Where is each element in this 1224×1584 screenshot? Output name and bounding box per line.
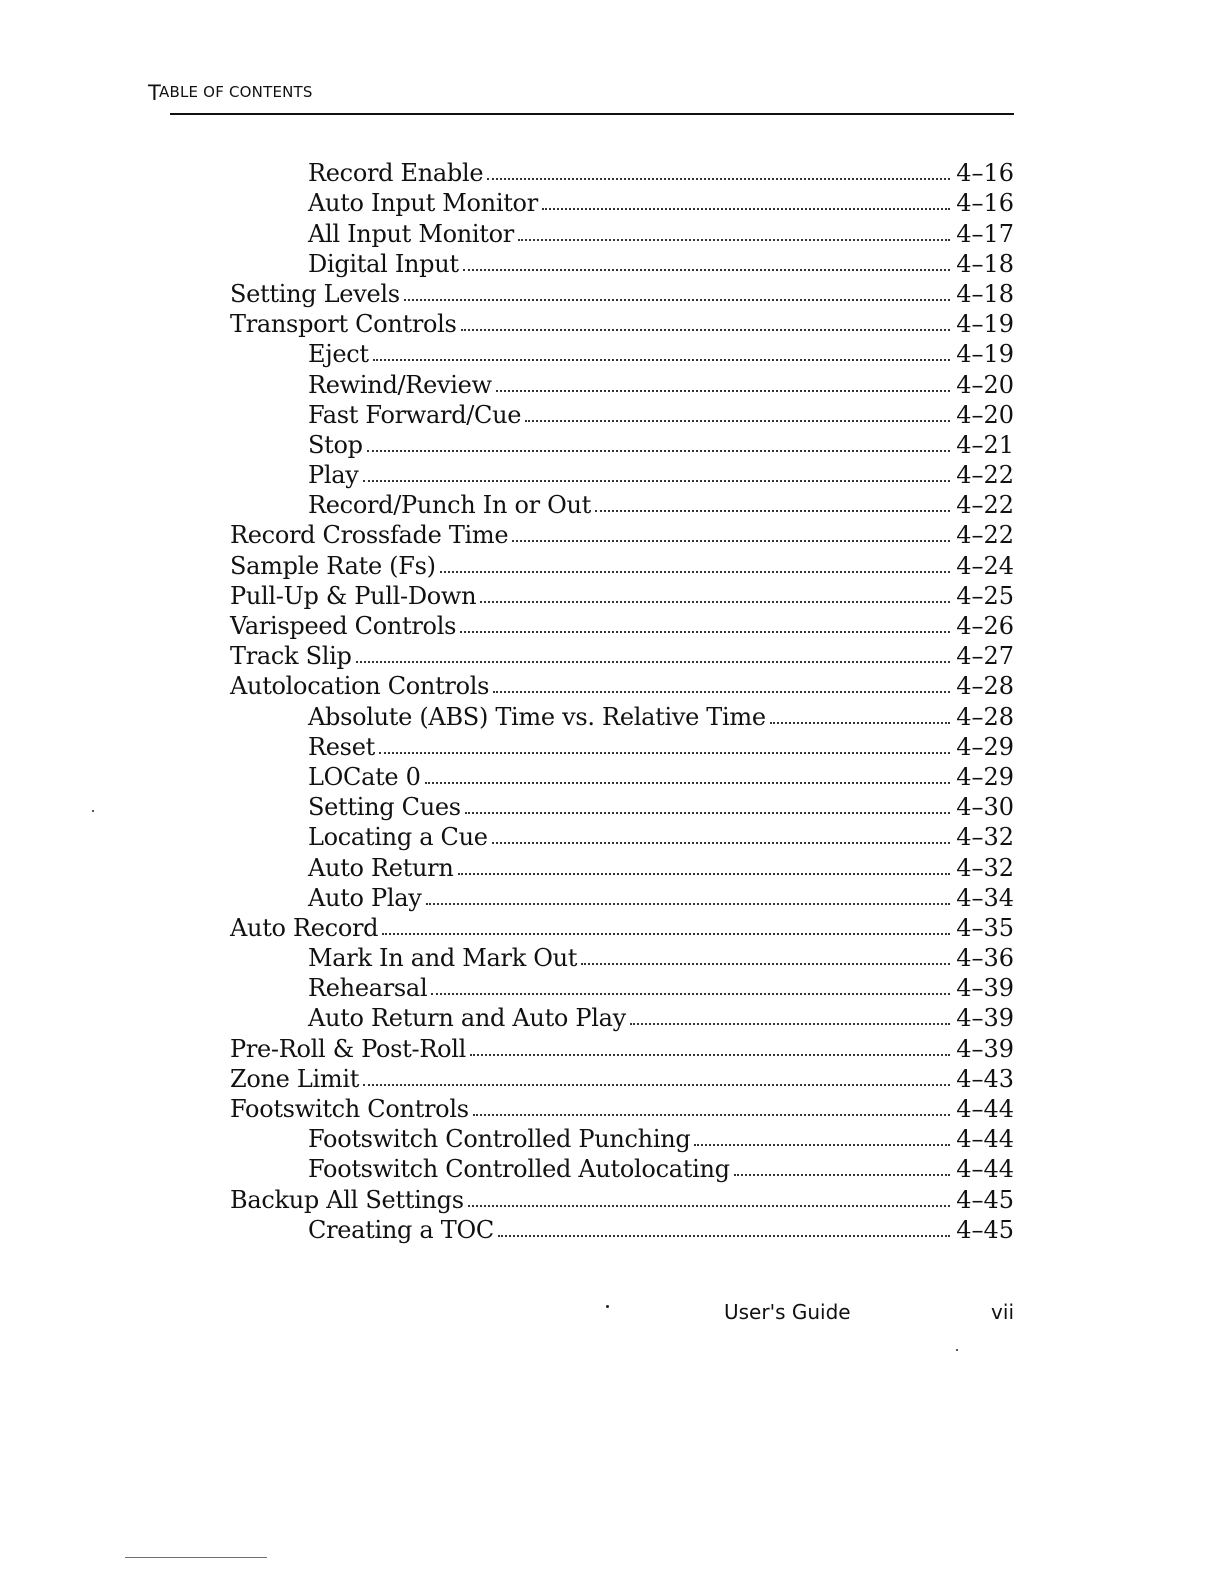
toc-entry-title: Backup All Settings bbox=[230, 1185, 464, 1214]
toc-entry-page: 4–36 bbox=[956, 944, 1014, 973]
toc-entry-title: Sample Rate (Fs) bbox=[230, 551, 436, 580]
toc-entry bbox=[230, 550, 1014, 580]
toc-entry-page: 4–25 bbox=[956, 581, 1014, 610]
toc-entry bbox=[308, 490, 1014, 520]
toc-entry-title: Record Crossfade Time bbox=[230, 521, 509, 550]
scan-speck bbox=[606, 1305, 609, 1308]
toc-entry-page: 4–19 bbox=[956, 340, 1014, 369]
toc-entry-title: LOCate 0 bbox=[308, 762, 421, 791]
toc-dot-leader bbox=[525, 420, 950, 422]
table-of-contents bbox=[0, 158, 1224, 1245]
toc-entry-title: Digital Input bbox=[308, 249, 459, 278]
toc-entry bbox=[308, 732, 1014, 762]
toc-entry-page: 4–30 bbox=[956, 793, 1014, 822]
toc-entry-title: Track Slip bbox=[230, 642, 352, 671]
toc-entry-page: 4–20 bbox=[956, 400, 1014, 429]
toc-entry bbox=[308, 943, 1014, 973]
toc-entry-title: Autolocation Controls bbox=[230, 672, 490, 701]
running-header-initial: T bbox=[148, 81, 162, 105]
toc-dot-leader bbox=[382, 933, 950, 935]
toc-entry bbox=[230, 279, 1014, 309]
toc-entry-page: 4–45 bbox=[956, 1185, 1014, 1214]
toc-entry-page: 4–22 bbox=[956, 491, 1014, 520]
toc-dot-leader bbox=[460, 631, 950, 633]
toc-entry-title: All Input Monitor bbox=[308, 219, 514, 248]
toc-entry-page: 4–32 bbox=[956, 853, 1014, 882]
toc-entry-page: 4–35 bbox=[956, 913, 1014, 942]
toc-dot-leader bbox=[431, 993, 950, 995]
toc-entry bbox=[308, 339, 1014, 369]
toc-dot-leader bbox=[492, 842, 951, 844]
toc-entry-title: Auto Input Monitor bbox=[308, 189, 538, 218]
toc-entry-title: Footswitch Controlled Autolocating bbox=[308, 1155, 730, 1184]
toc-entry-title: Transport Controls bbox=[230, 310, 457, 339]
toc-dot-leader bbox=[496, 390, 950, 392]
toc-dot-leader bbox=[363, 1084, 950, 1086]
toc-entry bbox=[230, 913, 1014, 943]
toc-entry-title: Auto Record bbox=[230, 913, 379, 942]
toc-entry bbox=[308, 1215, 1014, 1245]
toc-entry-page: 4–16 bbox=[956, 159, 1014, 188]
toc-dot-leader bbox=[694, 1144, 950, 1146]
toc-entry-page: 4–18 bbox=[956, 249, 1014, 278]
toc-entry-page: 4–39 bbox=[956, 1004, 1014, 1033]
toc-dot-leader bbox=[480, 601, 950, 603]
toc-entry bbox=[230, 611, 1014, 641]
toc-entry-title: Setting Levels bbox=[230, 279, 400, 308]
toc-entry bbox=[308, 762, 1014, 792]
toc-entry-title: Pre-Roll & Post-Roll bbox=[230, 1034, 466, 1063]
toc-entry-title: Auto Play bbox=[308, 883, 422, 912]
toc-entry bbox=[308, 792, 1014, 822]
toc-dot-leader bbox=[770, 722, 950, 724]
toc-entry-title: Fast Forward/Cue bbox=[308, 400, 522, 429]
toc-entry-title: Reset bbox=[308, 732, 375, 761]
toc-entry bbox=[308, 1154, 1014, 1184]
running-header-text: ABLE OF CONTENTS bbox=[159, 83, 313, 101]
toc-dot-leader bbox=[498, 1235, 950, 1237]
toc-entry-page: 4–44 bbox=[956, 1095, 1014, 1123]
toc-entry-page: 4–16 bbox=[956, 189, 1014, 218]
toc-entry-page: 4–22 bbox=[956, 521, 1014, 550]
toc-entry bbox=[308, 400, 1014, 430]
footer-page-number: vii bbox=[991, 1300, 1014, 1324]
toc-entry-title: Stop bbox=[308, 430, 363, 459]
toc-entry-page: 4–34 bbox=[956, 883, 1014, 912]
scan-speck bbox=[92, 810, 94, 812]
toc-dot-leader bbox=[425, 782, 951, 784]
toc-entry-page: 4–21 bbox=[956, 430, 1014, 459]
toc-entry bbox=[230, 1094, 1014, 1124]
toc-entry-title: Record Enable bbox=[308, 159, 484, 188]
toc-dot-leader bbox=[367, 450, 950, 452]
toc-entry-title: Varispeed Controls bbox=[230, 612, 457, 640]
toc-entry-page: 4–22 bbox=[956, 461, 1014, 490]
toc-dot-leader bbox=[458, 873, 951, 875]
toc-entry bbox=[308, 369, 1014, 399]
toc-entry bbox=[308, 430, 1014, 460]
toc-entry bbox=[308, 218, 1014, 248]
toc-entry-page: 4–39 bbox=[956, 1034, 1014, 1063]
toc-entry-page: 4–20 bbox=[956, 370, 1014, 399]
toc-entry-title: Setting Cues bbox=[308, 793, 461, 822]
toc-entry-title: Zone Limit bbox=[230, 1064, 360, 1093]
toc-entry-title: Auto Return and Auto Play bbox=[308, 1004, 626, 1033]
toc-entry bbox=[308, 973, 1014, 1003]
toc-dot-leader bbox=[473, 1114, 950, 1116]
toc-entry-page: 4–32 bbox=[956, 823, 1014, 852]
header-rule bbox=[170, 113, 1014, 115]
toc-entry-page: 4–29 bbox=[956, 732, 1014, 761]
toc-dot-leader bbox=[630, 1023, 950, 1025]
toc-dot-leader bbox=[379, 752, 950, 754]
toc-entry-title: Locating a Cue bbox=[308, 823, 488, 852]
toc-dot-leader bbox=[595, 510, 950, 512]
running-header bbox=[148, 78, 313, 105]
toc-entry-title: Record/Punch In or Out bbox=[308, 491, 591, 520]
toc-entry-page: 4–27 bbox=[956, 642, 1014, 671]
toc-dot-leader bbox=[463, 269, 950, 271]
toc-entry-page: 4–44 bbox=[956, 1125, 1014, 1154]
toc-dot-leader bbox=[734, 1174, 951, 1176]
toc-entry bbox=[230, 671, 1014, 701]
toc-entry bbox=[308, 158, 1014, 188]
toc-dot-leader bbox=[542, 208, 950, 210]
toc-entry-title: Rewind/Review bbox=[308, 370, 492, 399]
toc-dot-leader bbox=[356, 661, 951, 663]
toc-dot-leader bbox=[440, 571, 951, 573]
toc-entry bbox=[230, 641, 1014, 671]
toc-entry bbox=[308, 249, 1014, 279]
toc-entry-title: Creating a TOC bbox=[308, 1215, 494, 1244]
toc-dot-leader bbox=[518, 239, 950, 241]
toc-entry-page: 4–26 bbox=[956, 612, 1014, 640]
toc-dot-leader bbox=[373, 359, 950, 361]
toc-entry-page: 4–43 bbox=[956, 1064, 1014, 1093]
toc-dot-leader bbox=[468, 1205, 950, 1207]
footer-guide-title: User's Guide bbox=[724, 1300, 851, 1324]
toc-entry bbox=[230, 309, 1014, 339]
toc-entry bbox=[230, 1184, 1014, 1214]
toc-entry-page: 4–39 bbox=[956, 974, 1014, 1003]
toc-entry-title: Auto Return bbox=[308, 853, 454, 882]
toc-dot-leader bbox=[512, 540, 950, 542]
toc-entry bbox=[230, 520, 1014, 550]
toc-dot-leader bbox=[470, 1054, 950, 1056]
scan-artifact-line bbox=[125, 1557, 267, 1558]
toc-entry-title: Absolute (ABS) Time vs. Relative Time bbox=[308, 702, 766, 731]
toc-entry bbox=[308, 188, 1014, 218]
toc-dot-leader bbox=[493, 691, 950, 693]
toc-entry-title: Footswitch Controls bbox=[230, 1095, 469, 1123]
toc-entry-title: Play bbox=[308, 461, 359, 490]
toc-entry bbox=[230, 1064, 1014, 1094]
toc-entry bbox=[308, 852, 1014, 882]
toc-dot-leader bbox=[461, 329, 951, 331]
toc-entry-page: 4–28 bbox=[956, 702, 1014, 731]
toc-dot-leader bbox=[363, 480, 951, 482]
toc-dot-leader bbox=[465, 812, 950, 814]
toc-entry-page: 4–19 bbox=[956, 310, 1014, 339]
toc-entry-title: Footswitch Controlled Punching bbox=[308, 1125, 691, 1154]
toc-entry bbox=[308, 883, 1014, 913]
toc-entry bbox=[308, 822, 1014, 852]
toc-entry-page: 4–28 bbox=[956, 672, 1014, 701]
toc-dot-leader bbox=[487, 178, 950, 180]
toc-entry-title: Rehearsal bbox=[308, 974, 428, 1003]
toc-entry-page: 4–18 bbox=[956, 279, 1014, 308]
toc-entry-page: 4–17 bbox=[956, 219, 1014, 248]
toc-entry bbox=[308, 1003, 1014, 1033]
toc-dot-leader bbox=[581, 963, 950, 965]
toc-entry-title: Pull-Up & Pull-Down bbox=[230, 581, 477, 610]
toc-entry bbox=[230, 581, 1014, 611]
toc-entry bbox=[308, 460, 1014, 490]
toc-entry-title: Eject bbox=[308, 340, 369, 369]
scan-speck bbox=[956, 1349, 958, 1351]
toc-entry-page: 4–24 bbox=[956, 551, 1014, 580]
toc-entry bbox=[308, 1124, 1014, 1154]
toc-dot-leader bbox=[426, 903, 951, 905]
toc-entry-page: 4–29 bbox=[956, 762, 1014, 791]
toc-entry-page: 4–45 bbox=[956, 1215, 1014, 1244]
toc-entry-page: 4–44 bbox=[956, 1155, 1014, 1184]
toc-dot-leader bbox=[404, 299, 950, 301]
toc-entry-title: Mark In and Mark Out bbox=[308, 944, 578, 973]
toc-entry bbox=[308, 701, 1014, 731]
toc-entry bbox=[230, 1033, 1014, 1063]
